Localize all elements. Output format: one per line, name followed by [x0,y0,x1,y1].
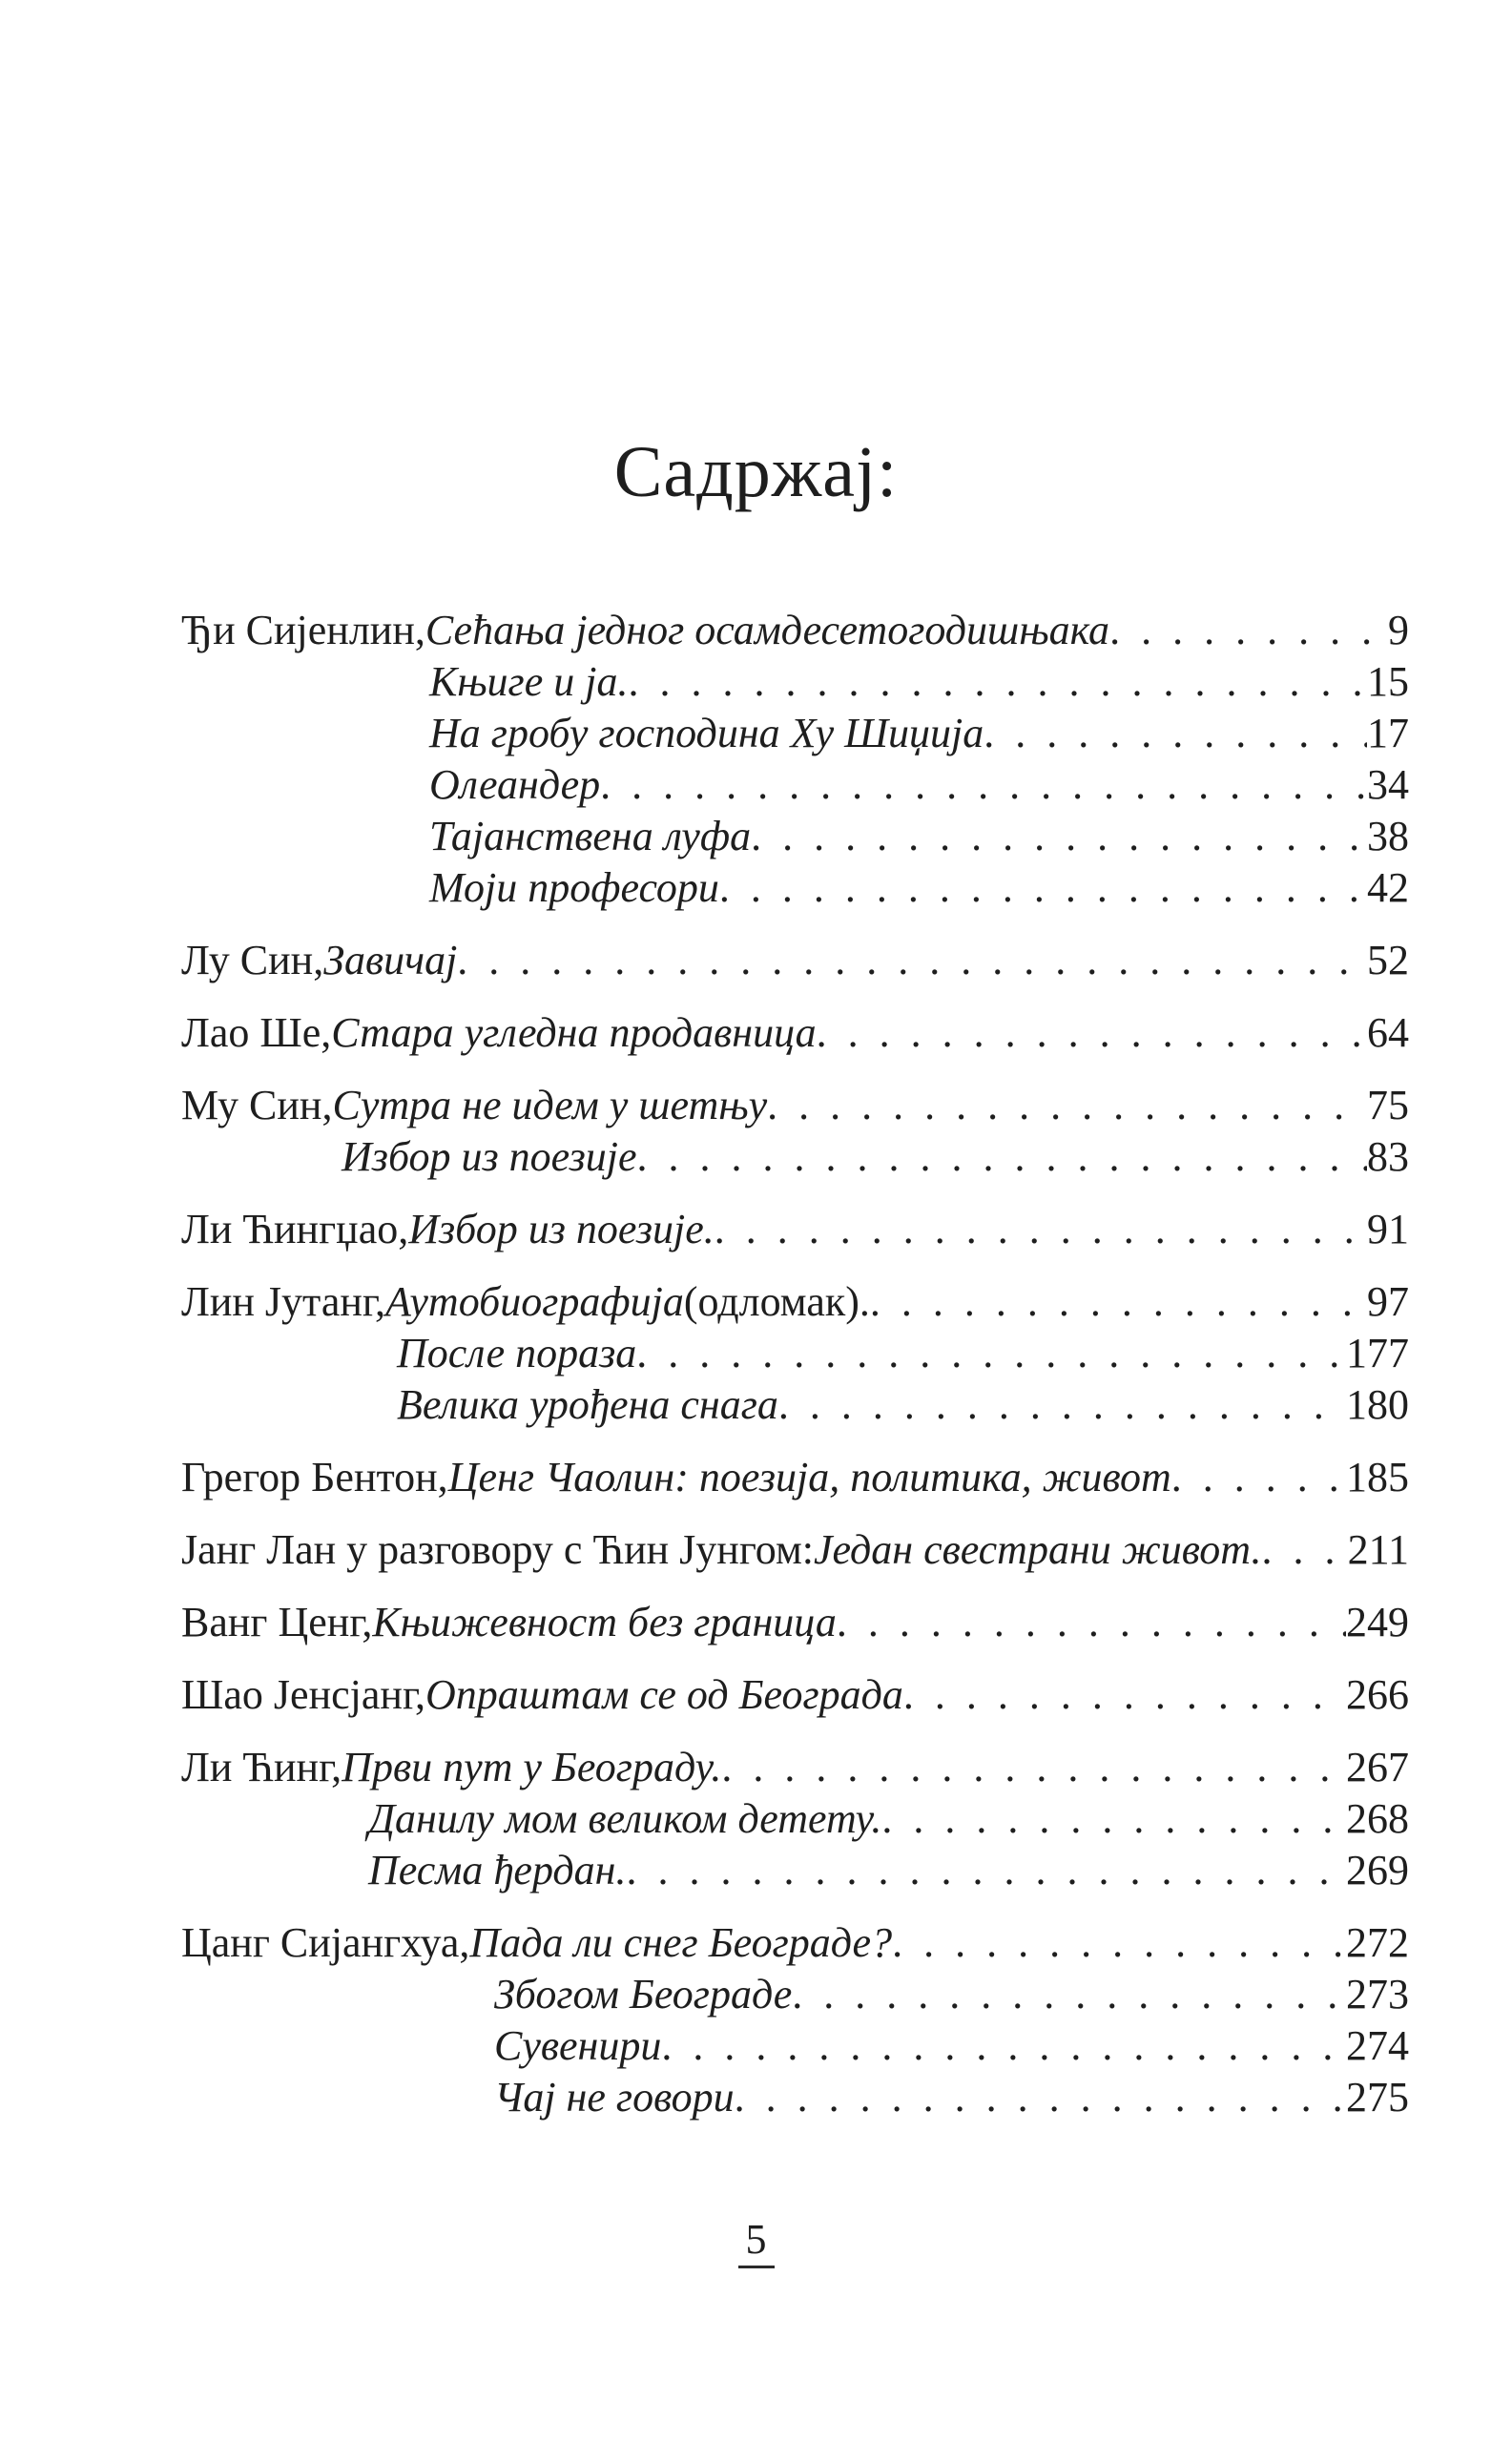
toc-entry-title: Данилу мом великом детету. [368,1795,882,1842]
toc-entry-page: 275 [1346,2074,1409,2121]
dot-leader [735,2072,1346,2123]
toc-entry-page: 180 [1346,1381,1409,1428]
toc-entry-title: Аутобиографија [384,1278,684,1325]
toc-entry [181,1328,1409,1379]
toc-entry-page: 17 [1367,710,1409,756]
toc-entry-title: Велика урођена снага [397,1381,778,1428]
toc-entry-title: Књиге и ја. [429,658,629,705]
toc-entry-title: Један свестрани живот. [814,1526,1262,1573]
toc-entry [181,1007,1409,1059]
toc-entry-title: Песма ђердан. [368,1847,627,1894]
toc-entry-title: После пораза [397,1330,637,1376]
toc-entry-page: 34 [1367,761,1409,808]
dot-leader [837,1597,1346,1648]
toc-entry-title: Сутра не идем у шетњу [332,1082,768,1128]
dot-leader [628,656,1367,708]
dot-leader [661,2020,1346,2072]
dot-leader [817,1007,1367,1059]
toc-entry-page: 83 [1367,1133,1409,1180]
dot-leader [636,1328,1346,1379]
toc-entry-page: 274 [1346,2022,1409,2069]
dot-leader [767,1080,1367,1131]
dot-leader [778,1379,1346,1431]
toc-list [181,605,1409,2123]
toc-entry [181,605,1409,656]
toc-entry-title: Олеандер [429,761,601,808]
toc-entry-author: Шао Јенсјанг, [181,1671,426,1718]
toc-entry-title: Књижевност без граница [372,1599,837,1645]
dot-leader [751,811,1367,862]
toc-entry-author: Ванг Ценг, [181,1599,373,1645]
page-title: Садржај: [613,432,899,512]
toc-entry-page: 267 [1346,1744,1409,1790]
toc-entry [181,708,1409,759]
toc-entry-author: Лао Ше, [181,1009,332,1056]
dot-leader [637,1131,1367,1183]
toc-entry-title: На гробу господина Ху Шиџија [429,710,984,756]
toc-entry-page: 38 [1367,813,1409,859]
dot-leader [626,1845,1346,1896]
toc-entry-page: 75 [1367,1082,1409,1128]
toc-entry [181,1969,1409,2020]
toc-entry [181,1276,1409,1328]
toc-entry-author: Цанг Сијангхуа, [181,1919,470,1966]
toc-entry [181,1379,1409,1431]
toc-entry [181,2020,1409,2072]
toc-entry [181,1742,1409,1793]
toc-entry-author: Лин Јутанг, [181,1278,385,1325]
toc-entry [181,862,1409,914]
toc-entry [181,1669,1409,1721]
dot-leader [1171,1452,1346,1503]
dot-leader [870,1276,1367,1328]
toc-entry [181,1524,1409,1576]
dot-leader [600,759,1367,811]
toc-entry [181,1080,1409,1131]
dot-leader [892,1917,1346,1969]
toc-entry-page: 272 [1346,1919,1409,1966]
toc-entry-title: Ценг Чаолин: поезија, политика, живот [447,1454,1171,1500]
toc-entry-title: Стара угледна продавница [331,1009,817,1056]
page-number [0,2215,1512,2268]
toc-entry-suffix: (одломак). [683,1278,870,1325]
toc-entry-author: Му Син, [181,1082,333,1128]
toc-entry-page: 185 [1346,1454,1409,1500]
toc-entry-title: Опраштам се од Београда [425,1671,903,1718]
toc-entry-page: 211 [1347,1526,1409,1573]
toc-entry [181,1845,1409,1896]
toc-entry [181,811,1409,862]
toc-entry [181,656,1409,708]
toc-entry [181,1793,1409,1845]
toc-entry-title: Сувенири [494,2022,662,2069]
toc-entry [181,1917,1409,1969]
toc-entry [181,759,1409,811]
dot-leader [1109,605,1388,656]
toc-entry-author: Ђи Сијенлин, [181,607,425,653]
toc-entry-author: Грегор Бентон, [181,1454,448,1500]
toc-entry-page: 268 [1346,1795,1409,1842]
toc-entry [181,2072,1409,2123]
toc-entry-page: 177 [1346,1330,1409,1376]
dot-leader [984,708,1367,759]
toc-entry-author: Ли Ћинг, [181,1744,342,1790]
toc-entry-author: Јанг Лан у разговору с Ћин Јунгом: [181,1526,815,1573]
toc-entry-page: 97 [1367,1278,1409,1325]
dot-leader [721,1742,1346,1793]
toc-entry-title: Тајанствена луфа [429,813,752,859]
toc-entry-title: Избор из поезије. [408,1206,715,1252]
dot-leader [457,935,1367,986]
toc-entry [181,935,1409,986]
page-number-value: 5 [738,2215,775,2268]
dot-leader [719,862,1367,914]
dot-leader [715,1204,1367,1255]
toc-entry-page: 64 [1367,1009,1409,1056]
toc-entry-author: Лу Син, [181,937,324,983]
toc-entry-author: Ли Ћингџао, [181,1206,409,1252]
toc-entry-title: Моји професори [429,864,719,911]
toc-entry-title: Пада ли снег Београде? [469,1919,893,1966]
toc-entry-title: Сећања једног осамдесетогодишњака [425,607,1110,653]
toc-entry-title: Збогом Београде [494,1971,793,2018]
toc-entry [181,1452,1409,1503]
toc-entry-title: Завичај [323,937,458,983]
toc-entry [181,1204,1409,1255]
dot-leader [881,1793,1346,1845]
dot-leader [903,1669,1346,1721]
toc-entry-page: 249 [1346,1599,1409,1645]
toc-entry [181,1597,1409,1648]
toc-entry-page: 269 [1346,1847,1409,1894]
toc-entry [181,1131,1409,1183]
toc-entry-page: 52 [1367,937,1409,983]
toc-entry-page: 15 [1367,658,1409,705]
toc-entry-page: 273 [1346,1971,1409,2018]
toc-entry-page: 266 [1346,1671,1409,1718]
toc-entry-page: 42 [1367,864,1409,911]
toc-entry-title: Избор из поезије [342,1133,637,1180]
dot-leader [1262,1524,1348,1576]
dot-leader [792,1969,1346,2020]
toc-entry-title: Чај не говори [494,2074,735,2121]
toc-entry-title: Први пут у Београду. [342,1744,722,1790]
toc-entry-page: 9 [1388,607,1409,653]
toc-entry-page: 91 [1367,1206,1409,1252]
